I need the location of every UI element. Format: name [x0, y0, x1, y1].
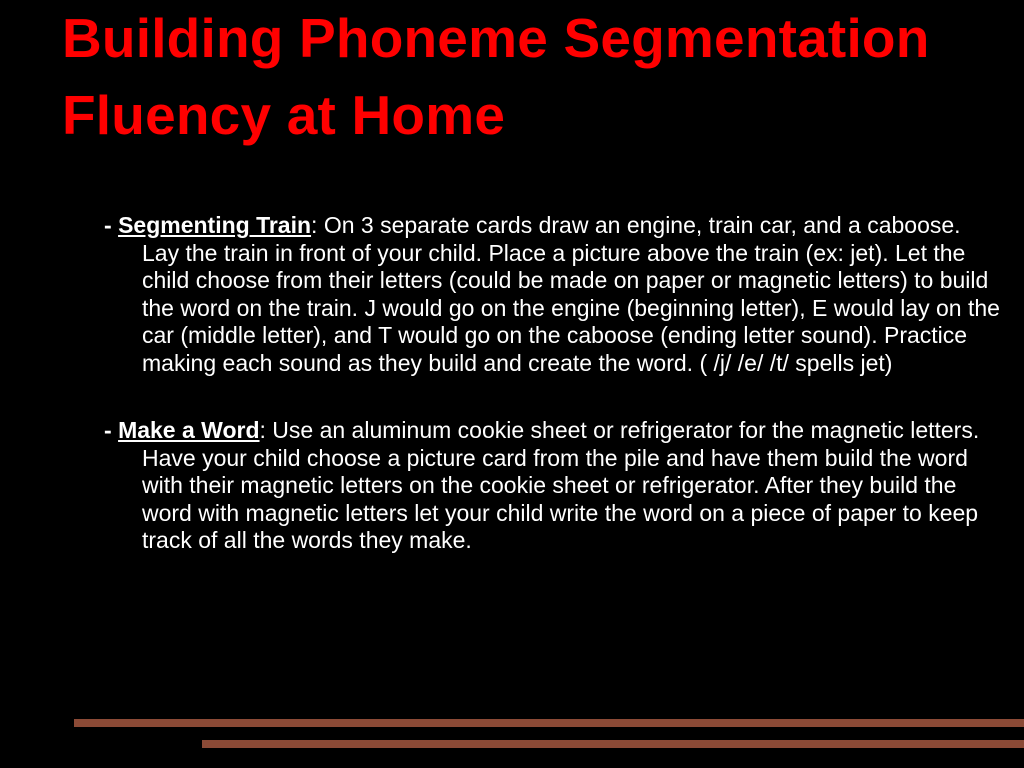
bullet-dash: -	[104, 417, 119, 443]
decorative-rule-bottom	[202, 740, 1024, 748]
bullet-dash: -	[104, 212, 119, 238]
bullet-segmenting-train	[100, 212, 1000, 377]
slide-body	[100, 212, 1000, 555]
bullet-term-segmenting-train: Segmenting Train	[118, 212, 312, 238]
bullet-text-segmenting-train: : On 3 separate cards draw an engine, train car, and a caboose. Lay the train in front of your child. Place a picture above the train (ex: jet). Let the child choose from their letters (could be made on paper or magnetic letters) to build the word on the train. J would go on the engine (beginning letter), E would lay on the car (middle letter), and T would go on the caboose (ending letter sound). Practice making each sound as they build and create the word. ( /j/ /e/ /t/ spells jet)	[142, 212, 1000, 376]
bullet-text-make-a-word: : Use an aluminum cookie sheet or refrigerator for the magnetic letters. Have your child choose a picture card from the pile and have them build the word with their magnetic letters on the cookie sheet or refrigerator. After they build the word with magnetic letters let your child write the word on a piece of paper to keep track of all the words they make.	[142, 417, 980, 553]
slide-title: Building Phoneme Segmentation Fluency at Home	[62, 7, 930, 146]
bullet-make-a-word	[100, 417, 1000, 555]
bullet-term-make-a-word: Make a Word	[118, 417, 260, 443]
decorative-rule-top	[74, 719, 1024, 727]
